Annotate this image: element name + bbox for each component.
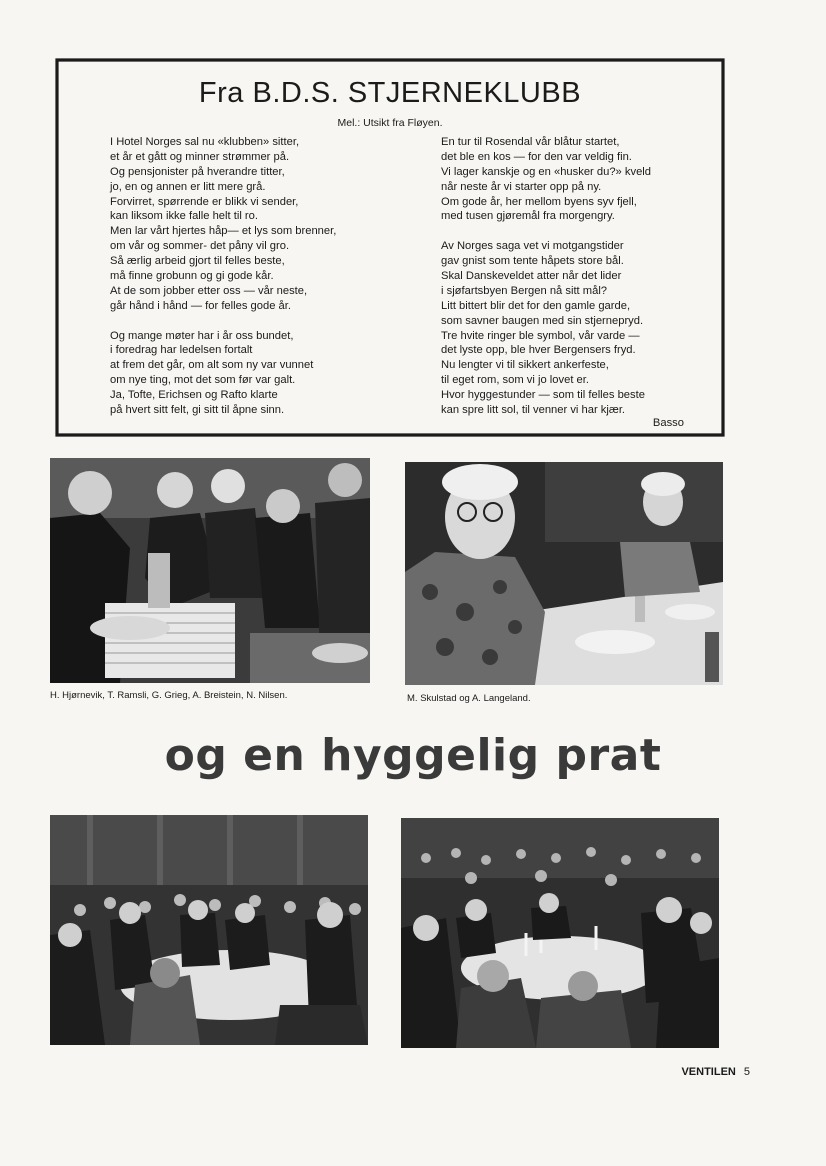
song-title: Fra B.D.S. STJERNEKLUBB [198, 77, 582, 109]
song-line: Så ærlig arbeid gjort til felles beste, [110, 255, 285, 268]
song-line: Ja, Tofte, Erichsen og Rafto klarte [110, 389, 278, 402]
song-line: i foredrag har ledelsen fortalt [110, 344, 253, 357]
photo-banquet-right [401, 818, 719, 1048]
caption-buffet: H. Hjørnevik, T. Ramsli, G. Grieg, A. Breistein, N. Nilsen. [50, 690, 288, 701]
song-line: om nye ting, mot det som før var galt. [110, 374, 296, 387]
page-number: 5 [743, 1066, 750, 1078]
song-line: går hånd i hånd — for felles gode år. [110, 299, 291, 312]
song-line: Nu lengter vi til sikkert ankerfeste, [441, 359, 609, 372]
song-line: At de som jobber etter oss — vår neste, [110, 284, 308, 297]
song-line: et år et gått og minner strømmer på. [110, 150, 290, 163]
song-line: En tur til Rosendal vår blåtur startet, [441, 136, 620, 148]
song-line: Tre hvite ringer ble symbol, vår varde — [441, 329, 640, 342]
song-line: Skal Danskeveldet atter når det lider [441, 270, 622, 283]
song-line: det lyste opp, ble hver Bergensers fryd. [441, 344, 636, 357]
headline: og en hyggelig prat [164, 730, 662, 781]
stanza-gap [441, 224, 651, 239]
song-line: Av Norges saga vet vi motgangstider [441, 240, 624, 253]
song-line: Om gode år, her mellom byens syv fjell, [441, 195, 637, 208]
song-line: med tusen gjøremål fra morgengry. [441, 210, 615, 223]
song-line: kan liksom ikke falle helt til ro. [110, 210, 258, 223]
stanza-gap [110, 314, 336, 329]
song-line: jo, en og annen er litt mere grå. [110, 180, 266, 193]
song-line: Litt bittert blir det for den gamle garde, [441, 299, 631, 312]
song-line: på hvert sitt felt, gi sitt til åpne sinn. [110, 404, 285, 417]
photo-buffet [50, 458, 370, 683]
song-line: Og pensjonister på hverandre titter, [110, 165, 285, 178]
song-line: Vi lager kanskje og en «husker du?» kveld [441, 165, 652, 178]
song-line: kan spre litt sol, til venner vi har kjær. [441, 404, 626, 417]
song-line: at frem det går, om alt som ny var vunnet [110, 359, 314, 372]
song-line: det ble en kos — for den var veldig fin. [441, 150, 632, 163]
song-line: Men lar vårt hjertes håp— et lys som brenner, [110, 225, 337, 238]
song-left-column [110, 135, 336, 418]
magazine-name: VENTILEN [681, 1066, 736, 1078]
page-footer [681, 1066, 750, 1078]
song-line: Og mange møter har i år oss bundet, [110, 329, 294, 342]
song-right-column [441, 135, 651, 418]
song-line: om vår og sommer- det påny vil gro. [110, 240, 290, 253]
song-line: Forvirret, spørrende er blikk vi sender, [110, 195, 299, 208]
song-line: som savner baugen med sin stjernepryd. [441, 314, 644, 327]
song-line: I Hotel Norges sal nu «klubben» sitter, [110, 136, 300, 148]
song-line: gav gnist som tente håpets store bål. [441, 255, 624, 268]
song-box [52, 55, 728, 440]
photo-banquet-left [50, 815, 368, 1045]
song-line: Hvor hyggestunder — som til felles beste [441, 389, 645, 402]
song-line: i sjøfartsbyen Bergen nå sitt mål? [441, 284, 608, 297]
song-line: når neste år vi starter opp på ny. [441, 180, 602, 193]
song-line: må finne grobunn og gi gode kår. [110, 270, 274, 283]
song-author: Basso [652, 417, 684, 429]
song-line: til eget rom, som vi jo lovet er. [441, 374, 589, 387]
caption-ladies: M. Skulstad og A. Langeland. [407, 693, 531, 704]
song-melody: Mel.: Utsikt fra Fløyen. [337, 117, 443, 129]
photo-ladies [405, 462, 723, 685]
